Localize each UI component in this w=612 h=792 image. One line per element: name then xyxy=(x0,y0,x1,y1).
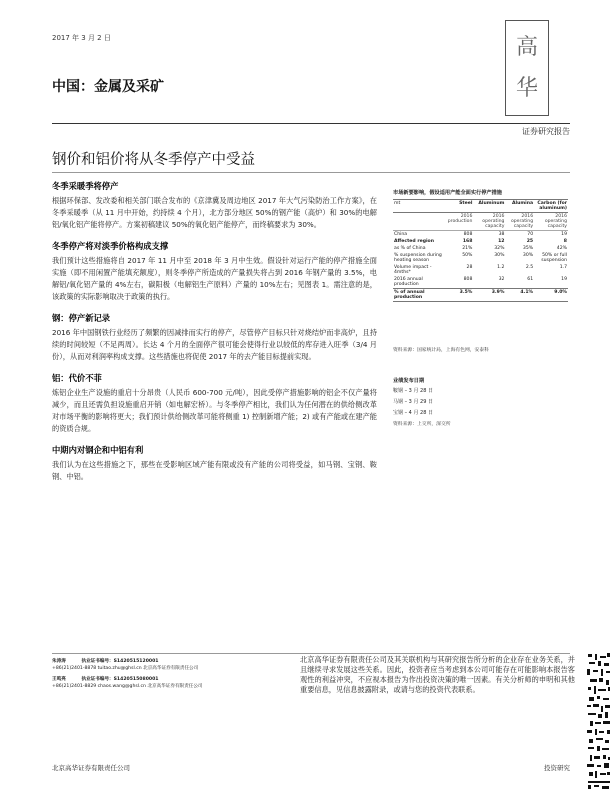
headline-divider xyxy=(52,172,570,173)
column-header: Alumina xyxy=(505,200,534,213)
analyst-contact: +86(21)2401-8829 chaos.wang@ghsl.cn 北京高华证券有限责任公司 xyxy=(52,684,203,689)
list-item: 马钢 – 3 月 29 日 xyxy=(393,399,433,405)
row-label: as % of China xyxy=(394,246,426,251)
analyst-1 xyxy=(52,658,292,665)
cell: 808 xyxy=(463,232,473,237)
analyst-contact: +86(21)2401-8878 tuitao.zhu@ghsl.cn 北京高华证券有限责任公司 xyxy=(52,666,199,671)
cell: 30% xyxy=(494,253,505,258)
cell: 30% xyxy=(522,253,534,258)
cell: 19 xyxy=(561,232,567,237)
table-row xyxy=(393,238,568,245)
cell: 1.7 xyxy=(559,265,567,270)
cell: 70 xyxy=(527,232,534,237)
column-header: Aluminum xyxy=(473,200,505,213)
subheader-cell: 2016 operating capacity xyxy=(534,213,568,231)
cell: 2.5 xyxy=(525,265,534,270)
report-type-label: 证券研究报告 xyxy=(522,127,570,136)
cell: 21% xyxy=(462,246,473,251)
cell: 28 xyxy=(466,265,473,270)
logo-char-1: 高 xyxy=(515,34,538,60)
upcoming-dates-title: 业绩发布日期 xyxy=(393,378,425,384)
analyst-name: 王鸣亮 xyxy=(52,677,66,682)
section-title: 冬季采暖季将停产 xyxy=(52,181,119,191)
cell: 3.9% xyxy=(473,289,505,302)
cell: 19 xyxy=(561,277,567,282)
header-divider xyxy=(52,123,570,124)
subheader-cell: 2016 operating capacity xyxy=(505,213,534,231)
logo-char-2: 华 xyxy=(515,75,538,101)
cell: 12 xyxy=(498,239,505,244)
report-headline: 钢价和铝价将从冬季停产中受益 xyxy=(52,152,255,168)
section-body: 2016 年中国钢铁行业经历了频繁的因减排而实行的停产，尽管停产目标只针对烧结炉而非高炉，且持续的时间较短（不足两周）。长达 4 个月的全面停产很可能会使得行业以较低的库存进入旺季（3/4 月份），从而对利润率构成支撑。这些措施也将促使 2017 年的去产能目标提前实现。 xyxy=(52,328,377,361)
row-label: Volume impact - 4mths* xyxy=(394,265,432,275)
footer-divider xyxy=(52,653,570,654)
section-title: 中期内对钢企和中铝有利 xyxy=(52,445,144,455)
disclaimer-text: 北京高华证券有限责任公司及其关联机构与其研究报告所分析的企业存在业务关系，并且继续寻求发展这些关系。因此，投资者应当考虑到本公司可能存在可能影响本报告客观性的利益冲突，不应视本报告为作出投资决策的唯一因素。有关分析师的申明和其他重要信息，见信息披露附录，或请与您的投资代表联系。 xyxy=(300,655,575,694)
empty-cell xyxy=(393,213,445,231)
row-label: China xyxy=(394,232,408,237)
barcode-icon xyxy=(586,650,612,792)
table-total-row xyxy=(393,289,568,302)
section-body: 我们认为在这些措施之下，那些在受影响区域产能有限或没有产能的公司将受益，如马钢、宝钢、鞍钢、中铝。 xyxy=(52,460,377,481)
section-title: 铝：代价不菲 xyxy=(52,373,102,383)
list-item: 宝钢 – 4 月 28 日 xyxy=(393,410,433,416)
section-3 xyxy=(52,312,377,363)
section-body: 根据环保部、发改委和相关部门联合发布的《京津冀及周边地区 2017 年大气污染防治工作方案》，在冬季采暖季（从 11 月中开始，约持续 4 个月），北方部分地区 50%的钢产能（高炉）和 30%的电解铝/氧化铝产能将停产。方案初稿建议 50%的氧化铝产能停产，而终稿要求为 30%。 xyxy=(52,196,377,229)
cell: 25 xyxy=(526,239,534,244)
cell: 1.2 xyxy=(497,265,505,270)
cell: 50% xyxy=(462,253,473,258)
cell: 50% or full suspension xyxy=(541,253,567,263)
cell: 32 xyxy=(498,277,505,282)
sector-title: 中国：金属及采矿 xyxy=(52,79,164,95)
analyst-license: 执业证书编号：S1420515080001 xyxy=(81,677,159,682)
section-title: 钢：停产新记录 xyxy=(52,313,111,323)
list-item: 鞍钢 – 3 月 28 日 xyxy=(393,388,433,394)
cell: 38 xyxy=(498,232,505,237)
footer-company: 北京高华证券有限责任公司 xyxy=(52,764,130,772)
section-body: 我们预计这些措施将自 2017 年 11 月中至 2018 年 3 月中生效。假设针对运行产能的停产措施全面实施（即不用闲置产能填充额度），则冬季停产所造成的产量损失将占到 2016 年钢产量的 3.5%，电解铝/氧化铝产量的 4%左右，碳阳极（电解铝生产原料）产量的 10%左右；见图表 1。需注意的是，该政策的实际影响取决于政策的执行。 xyxy=(52,256,377,301)
table-source: 资料来源：国家统计局，上海有色网，安泰科 xyxy=(393,348,489,353)
table-subheader-row xyxy=(393,213,568,231)
analyst-name: 朱涛涛 xyxy=(52,659,66,664)
section-5 xyxy=(52,444,377,483)
subheader-cell: 2016 operating capacity xyxy=(473,213,505,231)
main-body xyxy=(52,180,377,492)
upcoming-dates-list xyxy=(393,386,433,419)
cell: 42% xyxy=(556,246,567,251)
table-row xyxy=(393,231,568,239)
subheader-cell: 2016 production xyxy=(445,213,473,231)
cell: 3.5% xyxy=(445,289,473,302)
cell: 168 xyxy=(462,239,473,244)
row-label: % of annual production xyxy=(393,289,445,302)
table-title: 市场新要影响，假设适用产能全面实行停产措施 xyxy=(393,190,502,196)
cell: 8 xyxy=(563,239,567,244)
cell: 32% xyxy=(494,246,505,251)
footer-label: 投资研究 xyxy=(544,764,570,772)
table-row xyxy=(393,245,568,252)
section-title: 冬季停产将对淡季价格构成支撑 xyxy=(52,241,169,251)
column-header: Carbon (for aluminum) xyxy=(534,200,568,213)
section-body: 炼铝企业生产设施的重启十分昂贵（人民币 600-700 元/吨），因此受停产措施影响的铝企不仅产量将减少，而且还需负担设施重启开销（如电解宏桥）。与冬季停产相比，我们认为任何潜在的供给侧改革对市场平衡的影响将更大；我们预计供给侧改革可能将侧重 1) 控制新增产能；2) 或有产能或在建产能的资质合规。 xyxy=(52,388,377,433)
row-label: 2016 annual production xyxy=(394,277,423,287)
section-1 xyxy=(52,180,377,231)
column-header: Steel xyxy=(445,200,473,213)
cell: 9.0% xyxy=(534,289,568,302)
analyst-license: 执业证书编号：S1420515120001 xyxy=(81,659,159,664)
cell: 4.1% xyxy=(505,289,534,302)
section-2 xyxy=(52,240,377,303)
table-row xyxy=(393,252,568,264)
analyst-2 xyxy=(52,676,292,683)
analyst-block xyxy=(52,658,292,690)
cell: 35% xyxy=(522,246,534,251)
company-logo xyxy=(512,27,542,109)
dates-source: 资料来源：上交所，深交所 xyxy=(393,422,451,427)
cell: 61 xyxy=(527,277,534,282)
table-header-row xyxy=(393,200,568,213)
unit-label: mt xyxy=(393,200,445,213)
report-date: 2017 年 3 月 2 日 xyxy=(52,34,111,42)
table-row xyxy=(393,276,568,289)
section-4 xyxy=(52,372,377,435)
row-label: % suspension during heating season xyxy=(394,253,442,263)
table-row xyxy=(393,264,568,276)
row-label: Affected region xyxy=(394,239,434,244)
cell: 808 xyxy=(463,277,473,282)
impact-table xyxy=(393,199,568,302)
